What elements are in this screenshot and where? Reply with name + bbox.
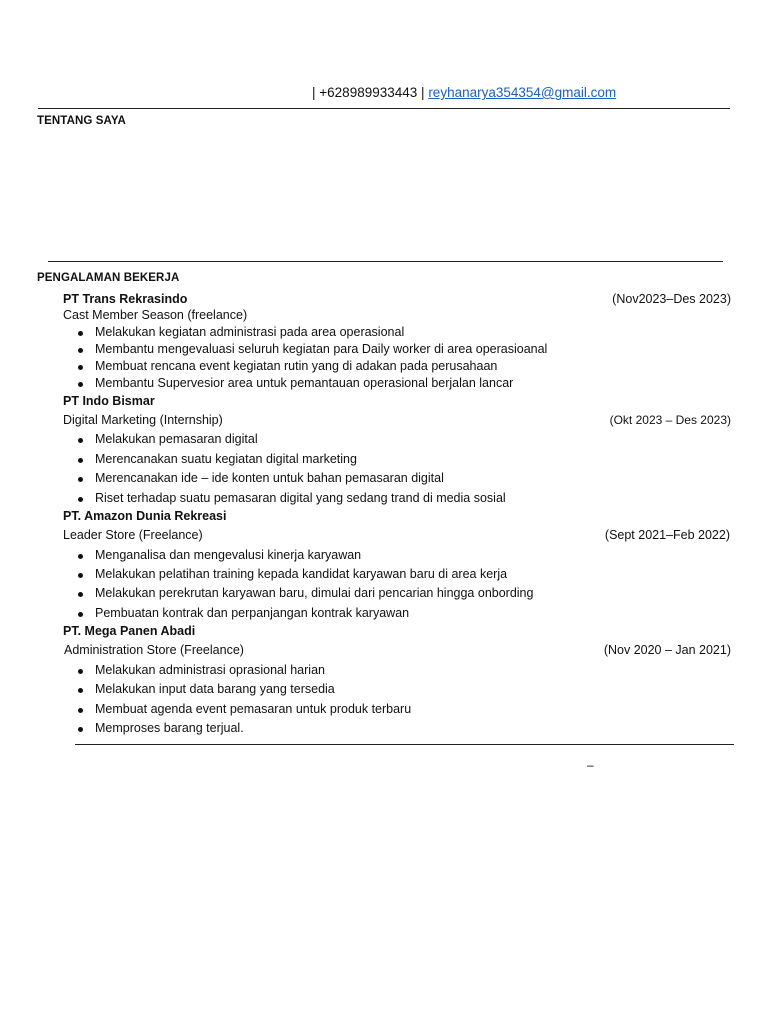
separator: |	[312, 85, 316, 100]
job-role: Cast Member Season (freelance)	[63, 308, 248, 322]
company-name: PT Indo Bismar	[63, 394, 155, 408]
job-role: Leader Store (Freelance)	[63, 528, 203, 542]
about-divider	[48, 261, 723, 262]
list-item: Memproses barang terjual.	[64, 721, 244, 735]
about-heading: TENTANG SAYA	[37, 115, 126, 127]
job-role: Administration Store (Freelance)	[64, 643, 244, 657]
list-item: Membuat rencana event kegiatan rutin yang di adakan pada perusahaan	[64, 359, 497, 373]
list-item: Menganalisa dan mengevalusi kinerja karyawan	[64, 548, 361, 562]
list-item: Melakukan pelatihan training kepada kandidat karyawan baru di area kerja	[64, 567, 507, 581]
job-date: (Nov 2020 – Jan 2021)	[603, 643, 731, 657]
list-item: Melakukan pemasaran digital	[64, 432, 258, 446]
company-name: PT. Amazon Dunia Rekreasi	[63, 509, 227, 523]
job-date: (Nov2023–Des 2023)	[612, 292, 731, 306]
header-divider	[38, 108, 730, 109]
job-role: Digital Marketing (Internship)	[63, 413, 223, 427]
footer-dash: –	[587, 758, 594, 772]
list-item: Melakukan administrasi oprasional harian	[64, 663, 325, 677]
list-item: Membantu mengevaluasi seluruh kegiatan para Daily worker di area operasioanal	[64, 342, 547, 356]
job-date: (Sept 2021–Feb 2022)	[604, 528, 730, 542]
company-name: PT. Mega Panen Abadi	[63, 624, 196, 638]
experience-divider	[75, 744, 734, 745]
list-item: Merencanakan suatu kegiatan digital marketing	[64, 452, 357, 466]
contact-line	[312, 85, 616, 100]
list-item: Melakukan perekrutan karyawan baru, dimulai dari pencarian hingga onbording	[64, 586, 533, 600]
job-date: (Okt 2023 – Des 2023)	[609, 413, 731, 427]
list-item: Membantu Supervesior area untuk pemantauan operasional berjalan lancar	[64, 376, 513, 390]
email-link[interactable]: reyhanarya354354@gmail.com	[428, 85, 617, 100]
phone-number: +628989933443	[319, 85, 418, 100]
list-item: Membuat agenda event pemasaran untuk produk terbaru	[64, 702, 411, 716]
company-name: PT Trans Rekrasindo	[63, 292, 188, 306]
list-item: Merencanakan ide – ide konten untuk bahan pemasaran digital	[64, 471, 444, 485]
list-item: Melakukan kegiatan administrasi pada area operasional	[64, 325, 404, 339]
list-item: Riset terhadap suatu pemasaran digital yang sedang trand di media sosial	[64, 491, 506, 505]
experience-heading: PENGALAMAN BEKERJA	[37, 272, 180, 284]
list-item: Melakukan input data barang yang tersedia	[64, 682, 335, 696]
separator: |	[421, 85, 425, 100]
list-item: Pembuatan kontrak dan perpanjangan kontrak karyawan	[64, 606, 409, 620]
